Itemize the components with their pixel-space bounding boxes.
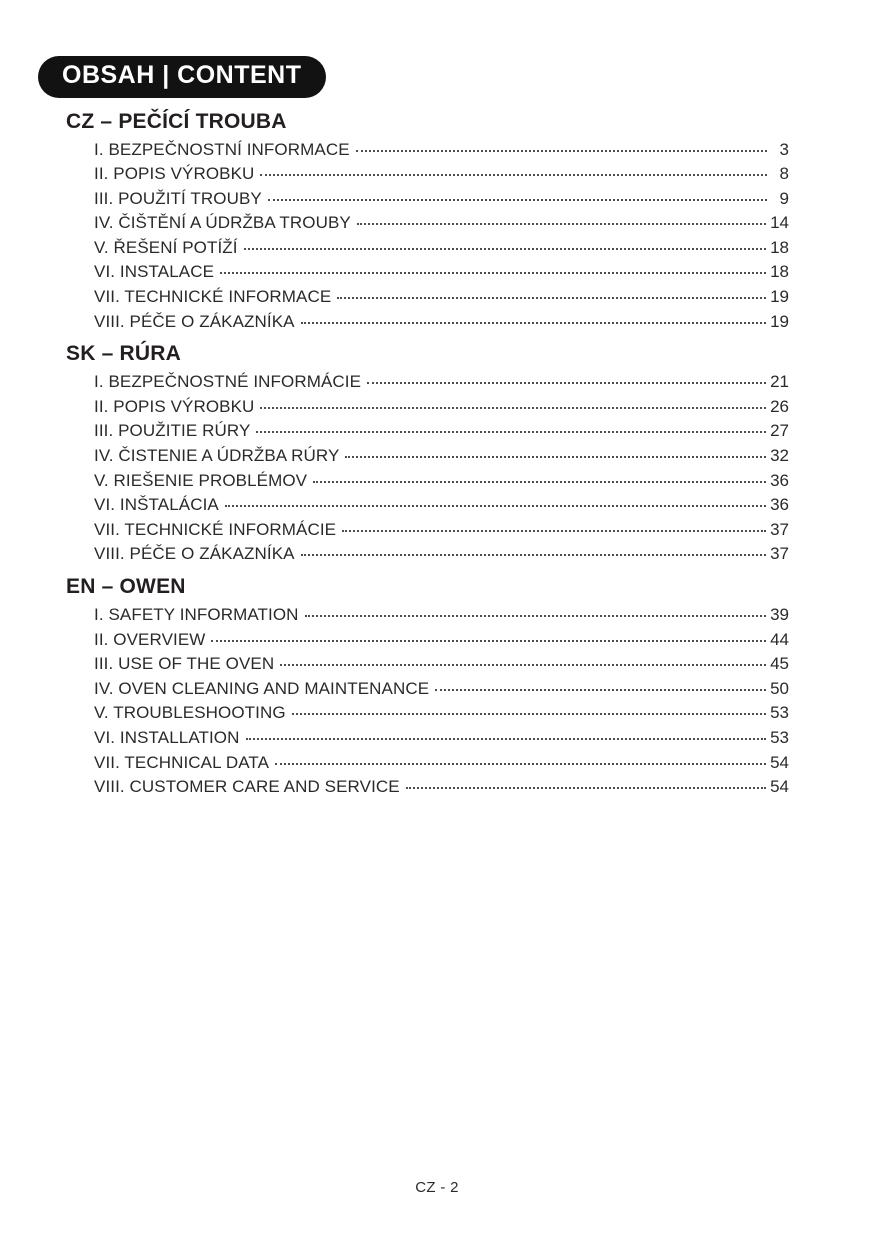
toc-entry-label: VII. TECHNICKÉ INFORMÁCIE — [94, 519, 337, 539]
toc-entry-label: II. POPIS VÝROBKU — [94, 396, 255, 416]
toc-leader-dots — [435, 689, 766, 691]
toc-entry-label: V. ŘEŠENÍ POTÍŽÍ — [94, 237, 238, 257]
toc-entry-page: 21 — [770, 372, 789, 392]
toc-entry-page: 32 — [770, 446, 789, 466]
toc-entry — [94, 726, 789, 751]
toc-entry — [94, 162, 789, 187]
toc-entry-label: IV. ČIŠTĚNÍ A ÚDRŽBA TROUBY — [94, 213, 351, 233]
toc-entry-label: VI. INSTALLATION — [94, 727, 240, 747]
toc-entry-page: 45 — [770, 654, 789, 674]
toc-entry — [94, 701, 789, 726]
toc-leader-dots — [275, 763, 766, 765]
toc-entry-label: II. POPIS VÝROBKU — [94, 164, 255, 184]
toc-entry — [94, 775, 789, 800]
toc-entry — [94, 236, 789, 261]
toc-entry — [94, 138, 789, 163]
toc-entry-label: III. POUŽITIE RÚRY — [94, 421, 251, 441]
toc-entry-page: 54 — [770, 777, 789, 797]
toc-leader-dots — [367, 382, 766, 384]
toc-entry-label: VII. TECHNICAL DATA — [94, 752, 270, 772]
toc-entry-page: 53 — [770, 727, 789, 747]
toc-entry-label: III. USE OF THE OVEN — [94, 654, 275, 674]
toc-entry — [94, 493, 789, 518]
section-title: EN – OWEN — [66, 575, 186, 598]
toc-leader-dots — [280, 664, 766, 666]
toc-entry-page: 44 — [770, 629, 789, 649]
toc-entry-label: VIII. PÉČE O ZÁKAZNÍKA — [94, 311, 295, 331]
toc-entry-page: 19 — [770, 287, 789, 307]
toc-entry-label: I. BEZPEČNOSTNÉ INFORMÁCIE — [94, 372, 362, 392]
toc-leader-dots — [342, 530, 766, 532]
toc-entry — [94, 469, 789, 494]
toc-entry — [94, 603, 789, 628]
toc-leader-dots — [268, 199, 767, 201]
toc-entry — [94, 677, 789, 702]
toc-entry — [94, 628, 789, 653]
toc-entry-page: 37 — [770, 544, 789, 564]
toc-entry-page: 9 — [779, 188, 789, 208]
toc-leader-dots — [345, 456, 766, 458]
toc-entry-page: 54 — [770, 752, 789, 772]
toc-entry-page: 36 — [770, 495, 789, 515]
toc-entry-page: 18 — [770, 237, 789, 257]
toc-leader-dots — [211, 640, 766, 642]
toc-entry-label: IV. ČISTENIE A ÚDRŽBA RÚRY — [94, 446, 340, 466]
section-title: SK – RÚRA — [66, 342, 181, 366]
toc-entry — [94, 444, 789, 469]
toc-leader-dots — [260, 174, 767, 176]
footer-page-number: CZ - 2 — [415, 1179, 459, 1196]
toc-leader-dots — [256, 431, 766, 433]
toc-entry — [94, 395, 789, 420]
toc-leader-dots — [337, 297, 766, 299]
toc-entry — [94, 370, 789, 395]
toc-leader-dots — [246, 738, 767, 740]
toc-entry-label: I. BEZPEČNOSTNÍ INFORMACE — [94, 139, 350, 159]
section-title: CZ – PEČÍCÍ TROUBA — [66, 109, 287, 133]
toc-leader-dots — [356, 150, 767, 152]
toc-entry — [94, 542, 789, 567]
toc-entry-label: IV. OVEN CLEANING AND MAINTENANCE — [94, 678, 430, 698]
toc-entry — [94, 419, 789, 444]
toc-leader-dots — [225, 505, 766, 507]
toc-entry-page: 53 — [770, 703, 789, 723]
page-title: OBSAH | CONTENT — [38, 56, 326, 98]
toc-leader-dots — [301, 554, 766, 556]
toc-entry-label: V. TROUBLESHOOTING — [94, 703, 286, 723]
toc-entry-label: II. OVERVIEW — [94, 629, 206, 649]
toc-entry-label: I. SAFETY INFORMATION — [94, 605, 299, 624]
toc-entry-page: 8 — [779, 164, 789, 184]
toc-entry-page: 26 — [770, 396, 789, 416]
toc-entry-label: V. RIEŠENIE PROBLÉMOV — [94, 470, 308, 490]
toc-entry-page: 27 — [770, 421, 789, 441]
toc-entry — [94, 187, 789, 212]
toc-entry-label: III. POUŽITÍ TROUBY — [94, 188, 262, 208]
toc-leader-dots — [220, 272, 766, 274]
toc-entry-label: VII. TECHNICKÉ INFORMACE — [94, 287, 332, 307]
toc-entry-page: 18 — [770, 262, 789, 282]
toc-entry-label: VI. INŠTALÁCIA — [94, 495, 219, 515]
toc-leader-dots — [301, 322, 766, 324]
toc-entry-page: 14 — [770, 213, 789, 233]
toc-entry — [94, 518, 789, 543]
toc-leader-dots — [406, 787, 766, 789]
toc-entry — [94, 260, 789, 285]
toc-entry-page: 39 — [770, 605, 789, 624]
toc-entry-page: 36 — [770, 470, 789, 490]
toc-entry-page: 3 — [779, 139, 789, 159]
toc-entry-page: 50 — [770, 678, 789, 698]
toc-leader-dots — [305, 615, 767, 617]
toc-entry-label: VIII. CUSTOMER CARE AND SERVICE — [94, 777, 400, 797]
toc-entry-page: 19 — [770, 311, 789, 331]
toc-entry — [94, 310, 789, 335]
toc-leader-dots — [244, 248, 766, 250]
toc-leader-dots — [292, 713, 766, 715]
toc-entry — [94, 211, 789, 236]
toc-leader-dots — [313, 481, 766, 483]
toc-entry — [94, 285, 789, 310]
toc-entry — [94, 652, 789, 677]
toc — [66, 108, 789, 800]
toc-entry-label: VIII. PÉČE O ZÁKAZNÍKA — [94, 544, 295, 564]
toc-entry — [94, 751, 789, 776]
toc-leader-dots — [260, 407, 766, 409]
toc-leader-dots — [357, 223, 766, 225]
toc-entry-page: 37 — [770, 519, 789, 539]
toc-entry-label: VI. INSTALACE — [94, 262, 215, 282]
